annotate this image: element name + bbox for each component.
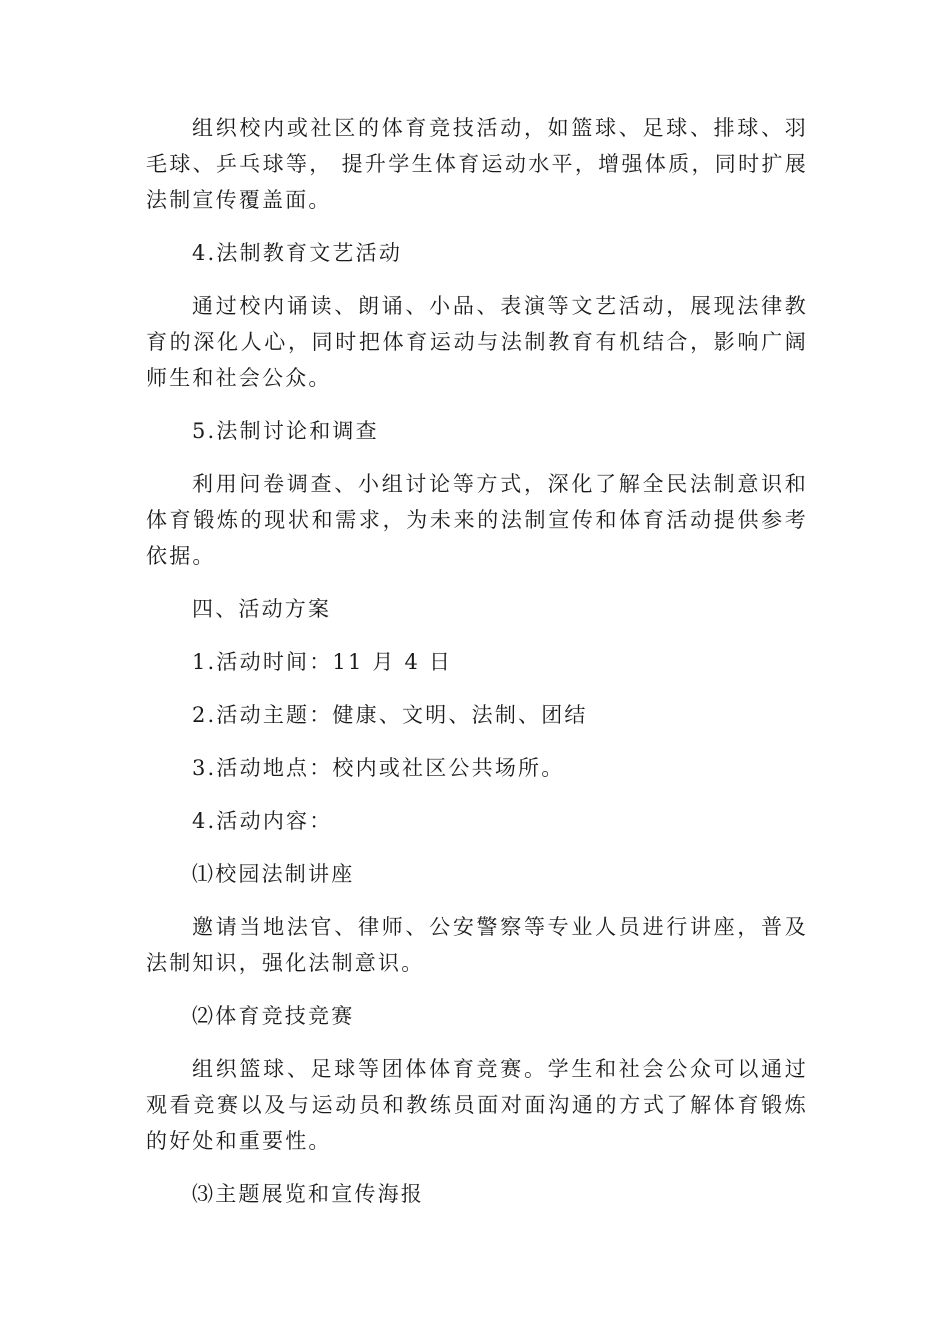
paragraph-discussion-survey: 利用问卷调查、小组讨论等方式，深化了解全民法制意识和体育锻炼的现状和需求，为未来的法制宣传和体育活动提供参考依据。 [146,472,808,568]
subheading-exhibition-posters: ⑶主题展览和宣传海报 [192,1182,424,1206]
heading-activity-plan: 四、活动方案 [192,597,332,621]
subheading-sports-competition: ⑵体育竞技竞赛 [192,1004,355,1028]
paragraph-sports-activities: 组织校内或社区的体育竞技活动，如篮球、足球、排球、羽毛球、乒乓球等， 提升学生体育运动水平，增强体质，同时扩展法制宣传覆盖面。 [146,116,808,212]
item-activity-content: 4.活动内容： [192,809,333,833]
document-page [146,110,808,1229]
item-activity-time: 1.活动时间：11 月 4 日 [192,650,453,674]
item-activity-location: 3.活动地点：校内或社区公共场所。 [192,756,565,780]
paragraph-law-lecture: 邀请当地法官、律师、公安警察等专业人员进行讲座，普及法制知识，强化法制意识。 [146,915,808,975]
paragraph-art-activities: 通过校内诵读、朗诵、小品、表演等文艺活动，展现法律教育的深化人心，同时把体育运动与法制教育有机结合，影响广阔师生和社会公众。 [146,294,808,390]
item-activity-theme: 2.活动主题：健康、文明、法制、团结 [192,703,588,727]
heading-discussion-survey: 5.法制讨论和调查 [192,419,379,443]
subheading-law-lecture: ⑴校园法制讲座 [192,862,355,886]
heading-art-activities: 4.法制教育文艺活动 [192,241,403,265]
paragraph-sports-competition: 组织篮球、足球等团体体育竞赛。学生和社会公众可以通过观看竞赛以及与运动员和教练员面对面沟通的方式了解体育锻炼的好处和重要性。 [146,1057,808,1153]
